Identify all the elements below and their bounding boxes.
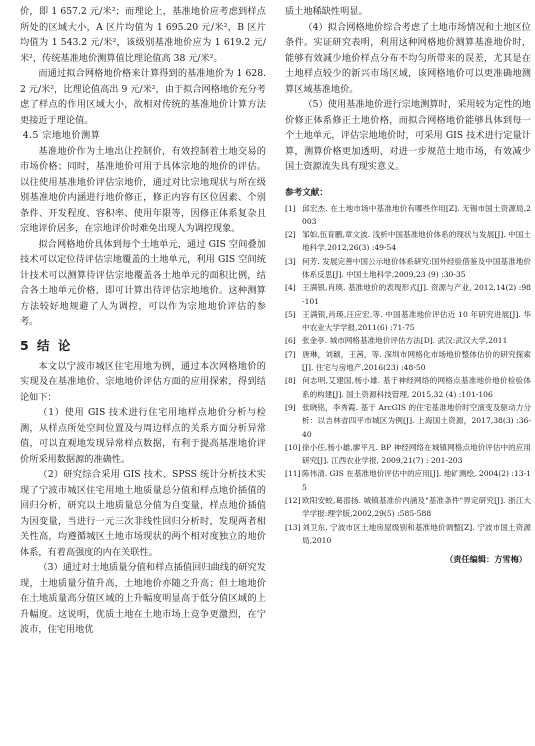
paragraph-continuation: 价，即 1 657.2 元/米²；而理论上，基准地价应考虑到样点所处的区域大小，A 区片均值为 1 695.20 元/米²，B 区片均值为 1 543.2 元/米²，该级别基准地价应为 1 619.2 元/米²，传统基准地价测算值比理论值高 38 元/米²。	[20, 6, 266, 64]
reference-item	[285, 308, 531, 335]
reference-number: [3]	[285, 256, 296, 266]
reference-item	[285, 441, 531, 468]
paragraph-fitted-grid-price: 而通过拟合网格地价格来计算得到的基准地价为 1 628.2 元/米²，比理论值高出 9 元/米²，由于拟合网格地价充分考虑了样点的作用区域大小，故相对传统的基准地价计算方法更接近于理论值。	[20, 68, 266, 126]
references-list	[285, 202, 531, 548]
reference-text: 张金亭. 城市网格基准地价评估方法[D]. 武汉:武汉大学,2011	[302, 336, 508, 346]
reference-number: [5]	[285, 309, 296, 319]
reference-number: [11]	[285, 469, 301, 479]
conclusion-point-5: （5）使用基准地价进行宗地测算时，采用较为定性的地价修正体系修正土地价格，而拟合网格地价能够具体到每一个土地单元，评估宗地地价时，可采用 GIS 技术进行定量计算，测算价格更加透明，对进一步规范土地市场，有效减少国土资源流失具有现实意义。	[285, 99, 531, 172]
reference-text: 张晓铭，李秀霞. 基于 ArcGIS 的住宅基准地价时空演变及驱动力分析：以吉林省四平市城区为例[J]. 上海国土资源，2017,38(3) :36-40	[302, 402, 531, 439]
conclusion-point-3: （3）通过对土地质量分值和样点插值回归曲线的研究发现，土地质量分值升高，土地地价亦随之升高；但土地地价在土地质量高分值区域的上升幅度明显高于低分值区域的上升幅度。这说明，优质土地在土地市场上竞争更激烈，在宁波市，住宅用地优	[20, 562, 266, 635]
page-right-column	[285, 4, 531, 742]
reference-item	[285, 281, 531, 308]
reference-number: [8]	[285, 376, 296, 386]
reference-item	[285, 228, 531, 255]
conclusion-point-2: （2）研究综合采用 GIS 技术、SPSS 统计分析技术实现了宁波市城区住宅用地土地质量总分值和样点地价插值的回归分析，研究以土地质量总分值为自变量，样点地价插值为因变量，当进行一元三次非线性回归分析时，发现两者相关性高，均遵循城区土地市场现状的两个相对度独立的地价体系，有着高强度的内在关联性。	[20, 469, 266, 558]
reference-item	[285, 467, 531, 494]
reference-item	[285, 255, 531, 282]
reference-text: 邱宏杰. 在土地市场中基准地价有哪些作用[Z]. 无锡市国土资源局,2003	[302, 203, 531, 226]
references-heading: 参考文献：	[285, 187, 328, 198]
reference-text: 王满银,肖瑛,汪应宏,等. 中国基准地价评估近 10 年研究进展[J]. 华中农业大学学报,2011(6) :71-75	[302, 309, 531, 333]
reference-number: [7]	[285, 349, 296, 359]
conclusion-point-4: （4）拟合网格地价综合考虑了土地市场情况和土地区位条件。实证研究表明，利用这种网格地价测算基准地价时，能够有效减少地价样点分布不均匀所带来的误差，尤其是在土地样点较少的新兴市场区域，该网格地价可以更准确地测算区域基准地价。	[285, 21, 531, 95]
paragraph-parcel-price-method: 拟合网格地价具体到每个土地单元，通过 GIS 空间叠加技术可以定位待评估宗地覆盖的土地单元，利用 GIS 空间统计技术可以测算待评估宗地覆盖各土地单元的面积比例，结合各土地单元价格，即可计算出待评估宗地地价。这种测算方法较好地规避了人为调控，可以作为宗地地价评估的参考。	[20, 238, 266, 327]
reference-number: [6]	[285, 336, 296, 346]
reference-item	[285, 494, 531, 521]
reference-number: [2]	[285, 230, 296, 240]
reference-number: [10]	[285, 442, 301, 452]
reference-text: 唐琳，刘颖，王茜，等. 深圳市网格化市场地价整体估价的研究探索[J]. 住宅与房地产,2016(23) :48-50	[302, 349, 531, 373]
reference-item	[285, 374, 531, 401]
conclusion-point-3-continuation: 质土地稀缺性明显。	[285, 6, 368, 17]
reference-text: 欧阳安蛟,葛邵扬. 城镇基准价内涵及"基准条件"界定研究[J]. 浙江大学学报:理学版,2002,29(5) :585-588	[302, 496, 531, 519]
reference-number: [9]	[285, 402, 296, 412]
subsection-heading-4-5: 4.5 宗地地价测算	[22, 130, 101, 141]
paragraph-benchmark-price-role: 基准地价作为土地出让控制价，有效控制着土地交易的市场价格；同时，基准地价可用于具体宗地的地价的评估。以往使用基准地价评估宗地价，通过对比宗地现状与所在级别基准地价内涵进行地价修正，修正内容有区位因素、个别条件、开发程度、容积率、使用年限等，因修正体系复杂且宗地评价居多，在宗地评价时难免出现人为调控现象。	[20, 145, 266, 234]
editor-credit: （责任编辑：方雪梅）	[445, 554, 527, 565]
reference-text: 何芳. 发展完善中国公示地价体系研究:国外经验借鉴及中国基准地价体系反思[J]. 中国土地科学,2009,23 (9) :30-35	[302, 256, 531, 279]
reference-item	[285, 521, 531, 548]
paragraph-conclusion-intro: 本文以宁波市城区住宅用地为例，通过本次网格地价的实现及在基准地价、宗地地价评估方面的应用探索，得到结论如下：	[20, 360, 266, 403]
reference-text: 邹如,伍育鹏,章文波. 浅析中国基准地价体系的现状与发展[J]. 中国土地科学,2012,26(3) :49-54	[302, 230, 531, 253]
reference-item	[285, 334, 531, 347]
page-left-column	[20, 4, 266, 742]
reference-number: [4]	[285, 283, 296, 293]
reference-item	[285, 348, 531, 375]
reference-text: 王满银,肖瑛. 基准地价的表现形式[J]. 资源与产业, 2012,14(2) :98-101	[302, 283, 531, 306]
reference-text: 陈伟清. GIS 在基准地价评估中的应用[J]. 地矿测绘, 2004(2) :13-15	[302, 469, 531, 492]
reference-number: [12]	[285, 496, 301, 506]
reference-text: 何志明,艾建国,杨小雄. 基于神经网络的网格点基准地价地价检验体系的构建[J]. 国土资源科技管理, 2015,32 (4) :101-106	[302, 376, 531, 399]
reference-item	[285, 202, 531, 229]
conclusion-point-1: （1）使用 GIS 技术进行住宅用地样点地价分析与检测，从样点所处空间位置及与周边样点的关系方面分析异常值，可以直观地发现异常样点数据，有利于提高基准地价评价所采用数据源的准确性。	[20, 407, 266, 465]
reference-text: 徐小任,杨小雄,廖平凡. BP 神经网络在城镇网格点地价评估中的应用研究[J]. 江西农业学报, 2009,21(7) : 201-203	[302, 442, 531, 466]
section-heading-5: 5 结 论	[20, 337, 73, 353]
reference-item	[285, 401, 531, 441]
reference-number: [1]	[285, 203, 296, 213]
reference-number: [13]	[285, 522, 301, 532]
reference-text: 刘卫东. 宁波市区土地房屋级别和基准地价调整[Z]. 宁波市国土资源局,2010	[302, 522, 531, 545]
